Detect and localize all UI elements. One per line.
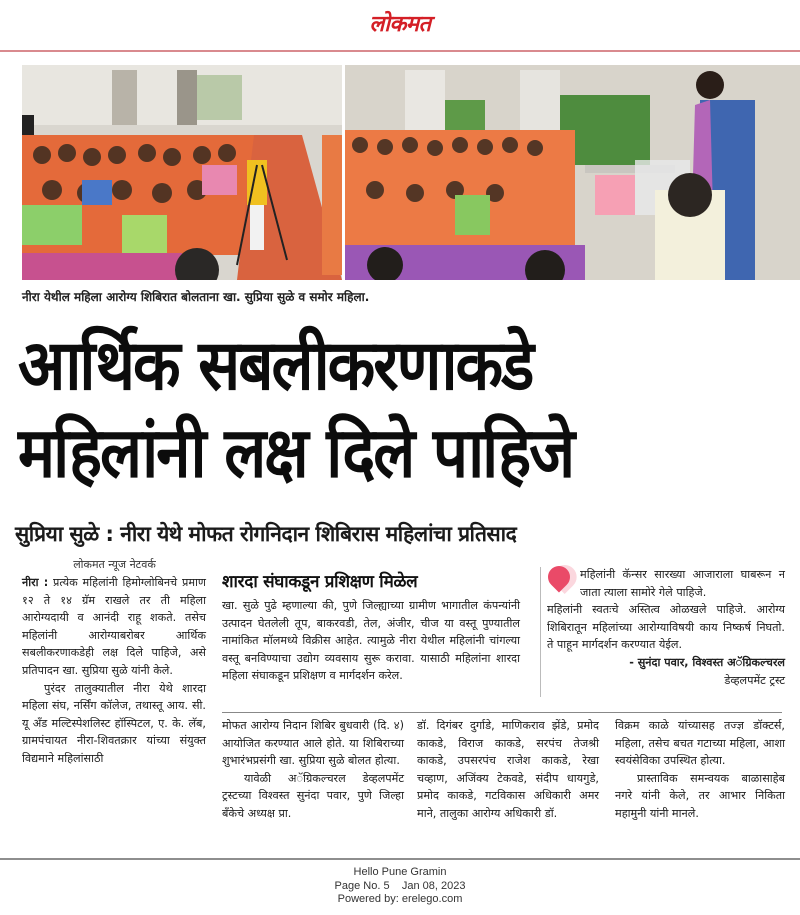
paragraph: मोफत आरोग्य निदान शिबिर बुधवारी (दि. ४) आयोजित करण्यात आले होते. या शिबिराच्या शुभारंभप्रसंगी खा. सुप्रिया सुळे बोलत होत्या. [222, 719, 404, 768]
headline-line-1: आर्थिक सबलीकरणाकडे [18, 324, 533, 406]
footer-page: Page No. 5 [334, 879, 390, 892]
quote-divider [540, 567, 541, 697]
article-column-2 [222, 717, 404, 823]
footer-page-date [0, 880, 800, 894]
dateline: नीरा : [22, 576, 49, 589]
paragraph: नीरा : प्रत्येक महिलांनी हिमोग्लोबिनचे प्रमाण १२ ते १४ ग्रॅम राखले तर ती महिला आरोग्यदायी व आनंदी राहू शकते. तसेच महिलांनी आरोग्याबरोबर आर्थिक सबलीकरणाकडेही लक्ष दिले पाहिजे, असे प्रतिपादन खा. सुप्रिया सुळे यांनी केले. [22, 576, 207, 677]
quote-attribution-org: डेव्हलपमेंट ट्रस्ट [724, 673, 785, 687]
paragraph: डॉ. दिगंबर दुर्गाडे, माणिकराव झेंडे, प्रमोद काकडे, विराज काकडे, सरपंच तेजश्री काकडे, उपसरपंच राजेश काकडे, रेखा चव्हाण, अजिंक्य टेकवडे, संदीप धायगुडे, प्रमोद काकडे, गटविकास अधिकारी अमर माने, तालुका आरोग्य अधिकारी डॉ. [417, 719, 599, 820]
article-column-3 [417, 717, 599, 823]
quote-text-first: महिलांनी कॅन्सर सारख्या आजाराला घाबरून न जाता त्याला सामोरे गेले पाहिजे. [580, 568, 785, 599]
section-divider [222, 712, 782, 713]
footer-date: Jan 08, 2023 [401, 879, 466, 892]
photo-caption: नीरा येथील महिला आरोग्य शिबिरात बोलताना खा. सुप्रिया सुळे व समोर महिला. [22, 290, 370, 304]
paragraph: यावेळी अॅग्रिकल्चरल डेव्हलपमेंट ट्रस्टच्या विश्वस्त सुनंदा पवार, पुणे जिल्हा बँकेचे अध्यक्ष प्रा. [222, 771, 404, 820]
footer-edition: Hello Pune Gramin [353, 866, 447, 878]
paragraph: प्रास्ताविक समन्वयक बाळासाहेब नगरे यांनी केले, तर आभार निकिता महामुनी यांनी मानले. [615, 771, 785, 820]
footer-powered-by[interactable]: Powered by: erelego.com [337, 893, 463, 905]
newspaper-logo: लोकमत [369, 12, 431, 37]
paragraph: पुरंदर तालुक्यातील नीरा येथे शारदा महिला संघ, नर्सिंग कॉलेज, तथास्तू आय. सी. यू अँड मल्टिस्पेशलिस्ट हॉस्पिटल, ए. के. लॅब, ग्रामपंचायत नीरा-शिवतक्रार यांच्या संयुक्त विद्यमाने महिलांसाठी [22, 681, 206, 765]
box-title: शारदा संघाकडून प्रशिक्षण मिळेल [222, 572, 418, 592]
quote-text-rest: महिलांनी स्वतःचे अस्तित्व ओळखले पाहिजे. आरोग्य शिबिरातून महिलांच्या आरोग्याविषयी काय निष्कर्ष निघतो. ते पाहून मार्गदर्शन करण्यात येईल. [547, 603, 785, 652]
pull-quote [547, 566, 785, 689]
quote-attribution: - सुनंदा पवार, विश्वस्त अॅग्रिकल्चरल [629, 655, 785, 669]
footer [0, 866, 800, 907]
audience-photo-image [22, 65, 342, 280]
headline [18, 322, 798, 497]
box-body: खा. सुळे पुढे म्हणाल्या की, पुणे जिल्ह्याच्या ग्रामीण भागातील कंपन्यांनी उत्पादन घेतलेली तूप, बाकरवडी, तेल, अंजीर, चीज या वस्तू पुण्यातील नामांकित मॉलमध्ये विक्रीस आहेत. त्यामुळे नीरा येथील महिलांनी चांगल्या वस्तू बनविण्याचा उद्योग व्यवसाय सुरू करावा. यासाठी महिलांना शारदा महिला संघाकडून प्रशिक्षण व मार्गदर्शन करेल. [222, 599, 520, 683]
article-column-1 [22, 574, 206, 768]
headline-line-2: महिलांनी लक्ष दिले पाहिजे [18, 411, 574, 494]
speaker-photo-image [345, 65, 800, 280]
masthead [0, 0, 800, 52]
bottom-divider [0, 858, 800, 860]
paragraph: विक्रम काळे यांच्यासह तज्ज्ञ डॉक्टर्स, महिला, तसेच बचत गटाच्या महिला, आशा स्वयंसेविका उपस्थित होत्या. [615, 719, 785, 768]
photo-speaker [345, 65, 800, 280]
photo-audience [22, 65, 342, 280]
masthead-divider [0, 50, 800, 52]
byline: लोकमत न्यूज नेटवर्क [73, 558, 156, 571]
article-column-4 [615, 717, 785, 823]
subheadline: सुप्रिया सुळे : नीरा येथे मोफत रोगनिदान शिबिरास महिलांचा प्रतिसाद [15, 522, 517, 546]
